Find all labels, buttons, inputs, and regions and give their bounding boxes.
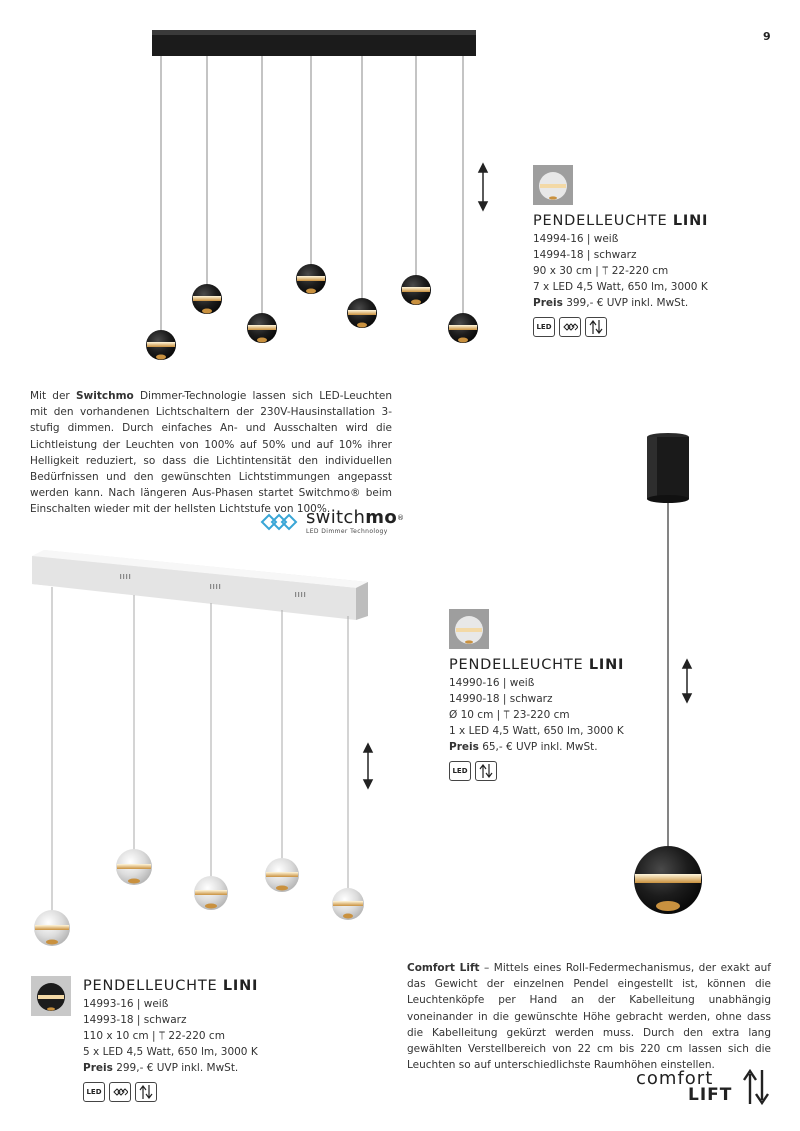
price: Preis 299,- € UVP inkl. MwSt.: [83, 1062, 239, 1074]
price: Preis 399,- € UVP inkl. MwSt.: [533, 297, 689, 309]
comfort-lift-logo: [636, 1068, 771, 1108]
comfort-logo-line1: comfort: [636, 1068, 714, 1089]
dimensions: Ø 10 cm | ⟙ 23-220 cm: [449, 709, 570, 721]
height-arrow-1: [479, 164, 487, 210]
comfort-logo-line2: LIFT: [688, 1085, 733, 1105]
led-spec: 5 x LED 4,5 Watt, 650 lm, 3000 K: [83, 1046, 258, 1058]
article-black: 14993-18 | schwarz: [83, 1014, 187, 1026]
product-title: PENDELLEUCHTE LINI: [83, 978, 259, 994]
switchmo-icon: [559, 317, 581, 337]
led-badge: LED: [83, 1082, 105, 1102]
article-white: 14990-16 | weiß: [449, 677, 535, 689]
switchmo-intro-text: Mit der Switchmo Dimmer-Technologie lassen sich LED-Leuchten mit den vorhandenen Lichtschaltern der 230V-Hausinstallation 3-stufig dimmen. Durch einfaches An- und Ausschalten wird die Lichtleistung der Leuchten von 100% auf 50% und auf 10% ihrer Helligkeit reduziert, so dass die Lichtintensität den individuellen Bedürfnissen und den gewünschten Lichtstimmungen angepasst werden kann. Nach längeren Aus-Phasen startet Switchmo® beim Einschalten wieder mit der hellsten Lichtstufe von 100%.: [30, 390, 392, 516]
height-adjust-icon: [135, 1082, 157, 1102]
feature-badges: [449, 761, 624, 781]
height-adjust-icon: [475, 761, 497, 781]
article-black: 14990-18 | schwarz: [449, 693, 553, 705]
product-thumbnail: [449, 609, 489, 649]
feature-badges: [533, 317, 708, 337]
led-badge: LED: [533, 317, 555, 337]
product-title: PENDELLEUCHTE LINI: [533, 213, 709, 229]
white-chandelier-photo: [32, 550, 368, 946]
switchmo-logo: [260, 508, 404, 535]
single-pendant-photo: [634, 433, 702, 914]
led-spec: 1 x LED 4,5 Watt, 650 lm, 3000 K: [449, 725, 624, 737]
height-adjust-icon: [585, 317, 607, 337]
price: Preis 65,- € UVP inkl. MwSt.: [449, 741, 598, 753]
switchmo-icon: [109, 1082, 131, 1102]
product-thumbnail: [31, 976, 71, 1016]
product-card-14994: [533, 165, 708, 337]
comfort-lift-text: Comfort Lift – Mittels eines Roll-Federmechanismus, der exakt auf das Gewicht der einzelnen Pendel eingestellt ist, können die Leuchtenköpfe per Hand an der Kabelleitung unabhängig voneinander in die gewünschte Höhe gebracht werden, ohne dass die Kabelleitung gekürzt werden muss. Durch den extra lang gewählten Verstellbereich von 22 cm bis 220 cm lassen sich die Leuchten so auf unterschiedlichste Raumhöhen einstellen.: [407, 962, 772, 1072]
switchmo-logo-icon: [260, 511, 302, 533]
switchmo-tagline: LED Dimmer Technology: [306, 528, 388, 535]
height-arrow-3: [683, 660, 691, 702]
article-black: 14994-18 | schwarz: [533, 249, 637, 261]
led-badge: LED: [449, 761, 471, 781]
article-white: 14993-16 | weiß: [83, 998, 169, 1010]
feature-badges: [83, 1082, 258, 1102]
product-thumbnail: [533, 165, 573, 205]
product-card-14993: [31, 976, 258, 1102]
article-white: 14994-16 | weiß: [533, 233, 619, 245]
switchmo-wordmark: switchmo®: [306, 507, 405, 528]
dimensions: 90 x 30 cm | ⟙ 22-220 cm: [533, 265, 669, 277]
led-spec: 7 x LED 4,5 Watt, 650 lm, 3000 K: [533, 281, 708, 293]
lift-arrows-icon: [742, 1068, 770, 1106]
page-number: 9: [763, 30, 771, 43]
black-chandelier-photo: [146, 30, 478, 360]
dimensions: 110 x 10 cm | ⟙ 22-220 cm: [83, 1030, 225, 1042]
product-title: PENDELLEUCHTE LINI: [449, 657, 625, 673]
product-card-14990: [449, 609, 624, 781]
height-arrow-2: [364, 744, 372, 788]
